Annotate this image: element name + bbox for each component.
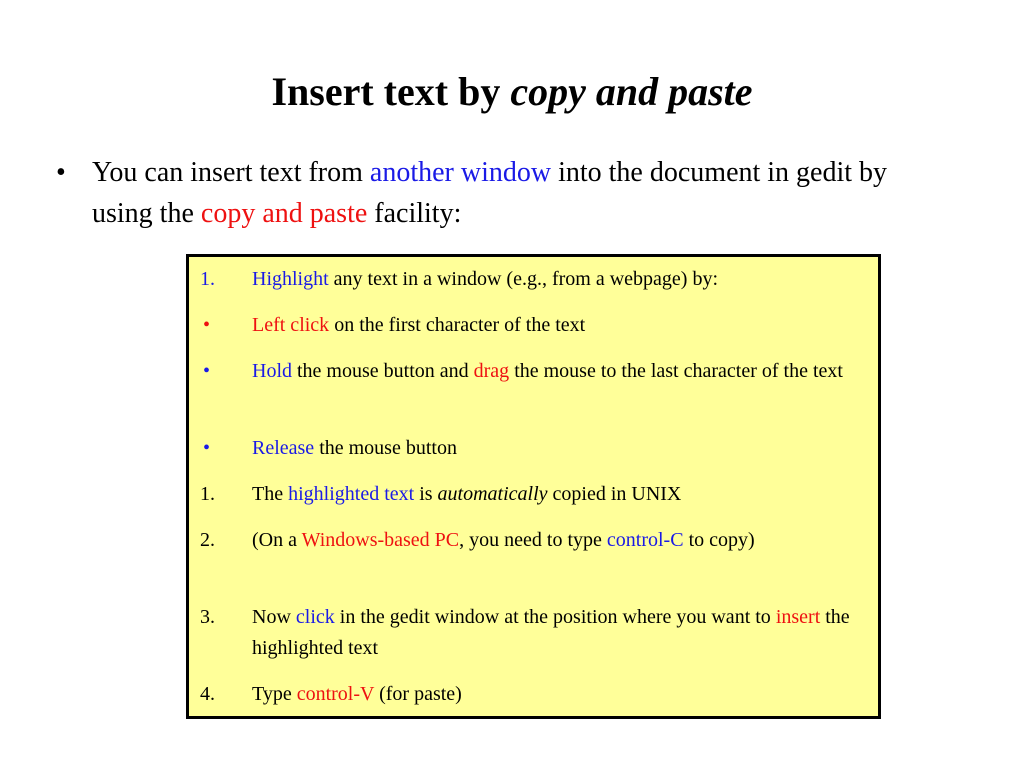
step-marker: 2. — [200, 529, 215, 551]
step-keyword: control-V — [296, 683, 375, 705]
step-text-part: (On a — [252, 529, 302, 551]
step-text — [252, 525, 867, 556]
step-text-part: the mouse to the last character of the text — [509, 360, 843, 382]
step-marker: 1. — [200, 268, 215, 290]
step-text-part: Now — [252, 606, 296, 628]
title-italic: copy and paste — [510, 69, 753, 114]
step-keyword: Highlight — [252, 268, 329, 290]
step-text-part: is — [414, 483, 438, 505]
step-text — [252, 433, 867, 464]
bullet-icon: • — [56, 157, 66, 188]
step-keyword: Release — [252, 437, 315, 459]
step-text-part: , you need to type — [459, 529, 607, 551]
step-text — [252, 264, 867, 295]
step-text-part: copied in UNIX — [547, 483, 682, 505]
title-plain: Insert text by — [271, 69, 511, 114]
intro-highlight-copy-paste: copy and paste — [200, 198, 368, 229]
step-text-part: The — [252, 483, 289, 505]
step-text — [252, 602, 867, 664]
step-text-part: the highlighted text — [252, 606, 850, 659]
bullet-icon: • — [203, 314, 211, 336]
step-keyword: control-C — [606, 529, 684, 551]
step-text-part: the mouse button — [314, 437, 457, 459]
bullet-icon: • — [203, 437, 211, 459]
step-keyword: highlighted text — [288, 483, 415, 505]
step-marker: 3. — [200, 606, 215, 628]
step-keyword: insert — [775, 606, 821, 628]
step-text-part: on the first character of the text — [329, 314, 586, 336]
slide-title — [0, 66, 1024, 118]
step-text-part: the mouse button and — [292, 360, 474, 382]
intro-highlight-another-window: another window — [369, 157, 552, 188]
step-text — [252, 356, 867, 387]
step-marker: 1. — [200, 483, 215, 505]
intro-part2: into the document in gedit by using the — [92, 157, 888, 229]
step-text-part: in the gedit window at the position where you want to — [334, 606, 776, 628]
step-text-part: (for paste) — [374, 683, 462, 705]
step-keyword: Hold — [252, 360, 292, 382]
intro-text — [92, 152, 952, 234]
instructions-box — [186, 254, 881, 719]
step-text-part: any text in a window (e.g., from a webpage) by: — [328, 268, 718, 290]
step-keyword: Windows-based PC — [301, 529, 460, 551]
step-text-part: to copy) — [683, 529, 755, 551]
step-text — [252, 310, 867, 341]
step-keyword: Left click — [252, 314, 330, 336]
bullet-icon: • — [203, 360, 211, 382]
step-text-part: Type — [252, 683, 297, 705]
step-keyword: click — [295, 606, 335, 628]
step-emphasis: automatically — [437, 483, 548, 505]
intro-part1: You can insert text from — [92, 157, 370, 188]
step-text — [252, 679, 867, 710]
intro-part3: facility: — [367, 198, 462, 229]
step-keyword: drag — [473, 360, 510, 382]
step-text — [252, 479, 867, 510]
step-marker: 4. — [200, 683, 215, 705]
